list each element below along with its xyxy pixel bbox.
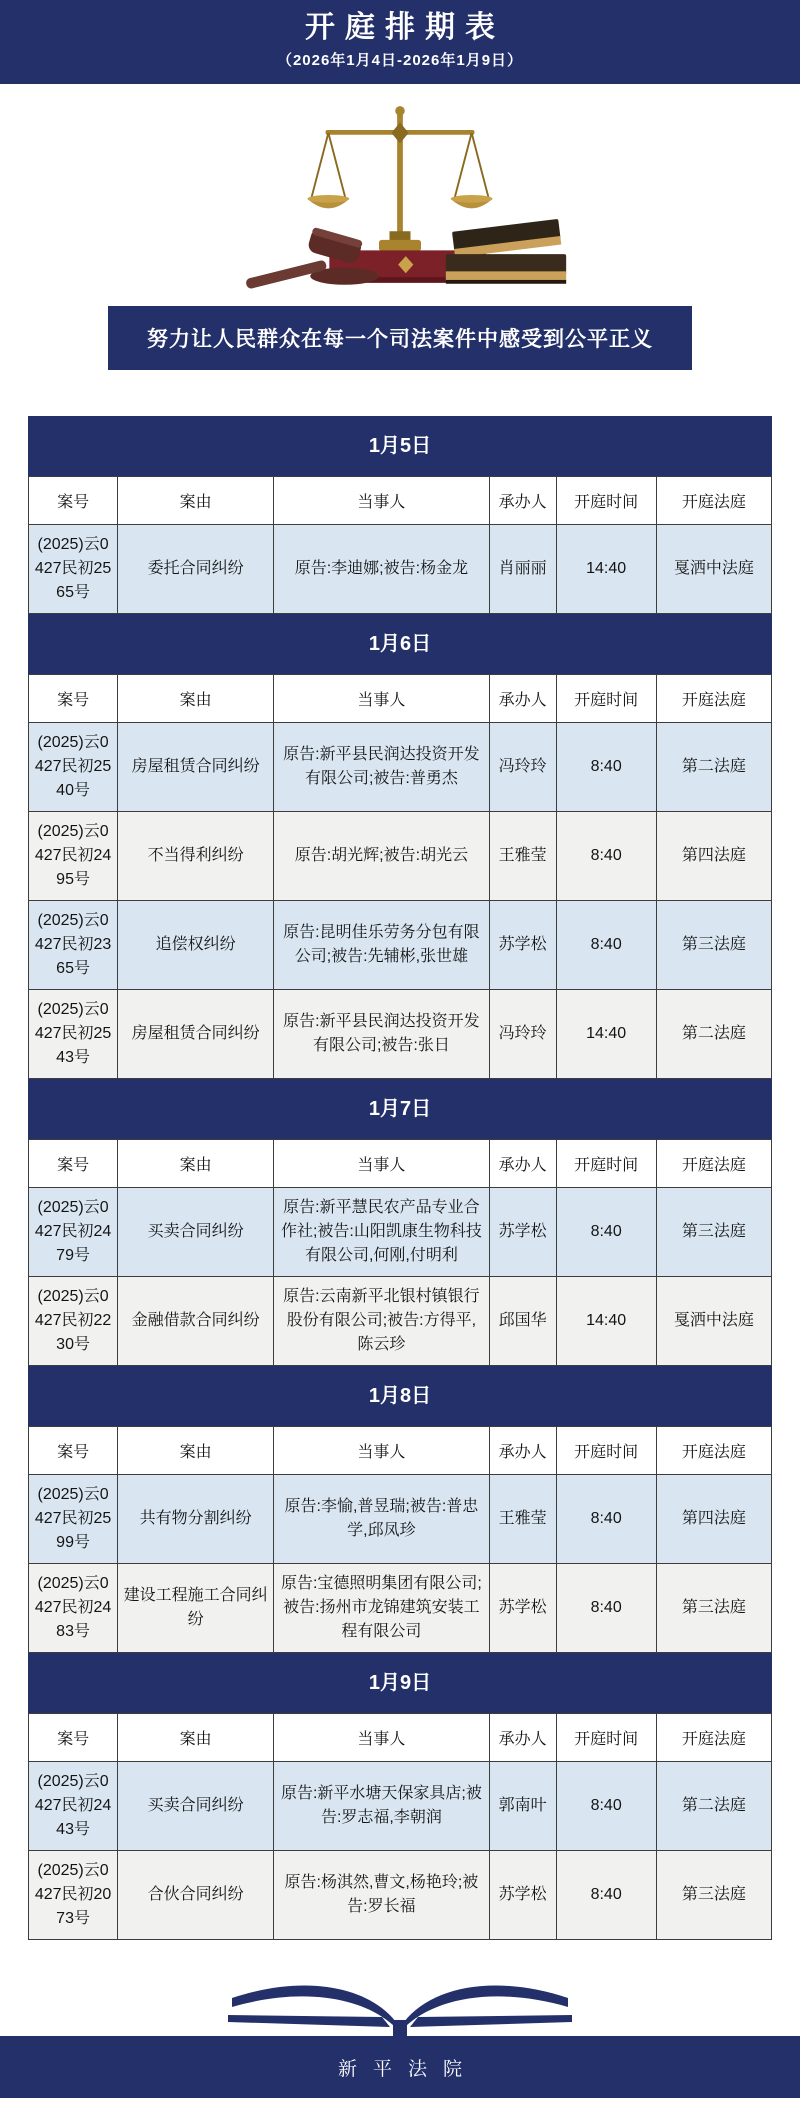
column-header: 承办人 (489, 477, 556, 525)
case-number-cell: (2025)云0427民初2230号 (29, 1277, 118, 1366)
table-row (29, 812, 772, 901)
cause-cell: 房屋租赁合同纠纷 (118, 723, 274, 812)
column-header: 开庭法庭 (656, 1714, 771, 1762)
court-cell: 第二法庭 (656, 1762, 771, 1851)
case-number-cell: (2025)云0427民初2540号 (29, 723, 118, 812)
court-cell: 戛洒中法庭 (656, 1277, 771, 1366)
column-header: 承办人 (489, 1140, 556, 1188)
court-cell: 第三法庭 (656, 901, 771, 990)
table-row (29, 1277, 772, 1366)
case-number-cell: (2025)云0427民初2479号 (29, 1188, 118, 1277)
parties-cell: 原告:昆明佳乐劳务分包有限公司;被告:先辅彬,张世雄 (274, 901, 489, 990)
column-header: 开庭法庭 (656, 675, 771, 723)
cause-cell: 合伙合同纠纷 (118, 1851, 274, 1940)
cause-cell: 买卖合同纠纷 (118, 1762, 274, 1851)
judge-cell: 苏学松 (489, 1188, 556, 1277)
page-title: 开庭排期表 (305, 11, 505, 44)
table-row (29, 1475, 772, 1564)
judge-cell: 肖丽丽 (489, 525, 556, 614)
schedule-table (28, 674, 772, 1079)
court-cell: 第二法庭 (656, 990, 771, 1079)
judge-cell: 王雅莹 (489, 812, 556, 901)
time-cell: 14:40 (556, 990, 656, 1079)
case-number-cell: (2025)云0427民初2483号 (29, 1564, 118, 1653)
column-header: 承办人 (489, 1427, 556, 1475)
judge-cell: 苏学松 (489, 901, 556, 990)
parties-cell: 原告:新平水塘天保家具店;被告:罗志福,李朝润 (274, 1762, 489, 1851)
column-header: 开庭法庭 (656, 477, 771, 525)
time-cell: 8:40 (556, 1762, 656, 1851)
column-header: 开庭时间 (556, 1714, 656, 1762)
case-number-cell: (2025)云0427民初2543号 (29, 990, 118, 1079)
date-header: 1月7日 (28, 1079, 772, 1139)
judge-cell: 郭南叶 (489, 1762, 556, 1851)
case-number-cell: (2025)云0427民初2443号 (29, 1762, 118, 1851)
header-row (29, 1714, 772, 1762)
case-number-cell: (2025)云0427民初2495号 (29, 812, 118, 901)
court-cell: 第二法庭 (656, 723, 771, 812)
judge-cell: 苏学松 (489, 1851, 556, 1940)
cause-cell: 委托合同纠纷 (118, 525, 274, 614)
open-book-icon (0, 1966, 800, 2036)
cause-cell: 共有物分割纠纷 (118, 1475, 274, 1564)
date-header: 1月8日 (28, 1366, 772, 1426)
time-cell: 8:40 (556, 1564, 656, 1653)
day-section-jan5 (28, 416, 772, 614)
case-number-cell: (2025)云0427民初2599号 (29, 1475, 118, 1564)
column-header: 当事人 (274, 1140, 489, 1188)
justice-illustration (0, 84, 800, 304)
header-banner (0, 0, 800, 84)
schedule-table (28, 1713, 772, 1940)
parties-cell: 原告:新平县民润达投资开发有限公司;被告:普勇杰 (274, 723, 489, 812)
parties-cell: 原告:李迪娜;被告:杨金龙 (274, 525, 489, 614)
table-row (29, 901, 772, 990)
column-header: 开庭时间 (556, 477, 656, 525)
date-header: 1月6日 (28, 614, 772, 674)
cause-cell: 建设工程施工合同纠纷 (118, 1564, 274, 1653)
header-row (29, 675, 772, 723)
column-header: 案由 (118, 1714, 274, 1762)
column-header: 案号 (29, 675, 118, 723)
column-header: 承办人 (489, 1714, 556, 1762)
schedule-table (28, 1139, 772, 1366)
parties-cell: 原告:新平县民润达投资开发有限公司;被告:张日 (274, 990, 489, 1079)
scales-of-justice-icon (210, 88, 590, 300)
date-header: 1月5日 (28, 416, 772, 476)
time-cell: 8:40 (556, 901, 656, 990)
parties-cell: 原告:胡光辉;被告:胡光云 (274, 812, 489, 901)
case-number-cell: (2025)云0427民初2565号 (29, 525, 118, 614)
cause-cell: 买卖合同纠纷 (118, 1188, 274, 1277)
case-number-cell: (2025)云0427民初2073号 (29, 1851, 118, 1940)
parties-cell: 原告:宝德照明集团有限公司;被告:扬州市龙锦建筑安装工程有限公司 (274, 1564, 489, 1653)
parties-cell: 原告:杨淇然,曹文,杨艳玲;被告:罗长福 (274, 1851, 489, 1940)
table-row (29, 1188, 772, 1277)
footer (0, 1966, 800, 2098)
time-cell: 8:40 (556, 1475, 656, 1564)
day-section-jan8 (28, 1366, 772, 1653)
header-row (29, 477, 772, 525)
judge-cell: 冯玲玲 (489, 723, 556, 812)
time-cell: 8:40 (556, 1851, 656, 1940)
schedule-tables (28, 416, 772, 1940)
slogan-text: 努力让人民群众在每一个司法案件中感受到公平正义 (147, 328, 653, 351)
table-row (29, 723, 772, 812)
column-header: 当事人 (274, 675, 489, 723)
day-section-jan9 (28, 1653, 772, 1940)
parties-cell: 原告:新平慧民农产品专业合作社;被告:山阳凯康生物科技有限公司,何刚,付明利 (274, 1188, 489, 1277)
date-header: 1月9日 (28, 1653, 772, 1713)
table-row (29, 1564, 772, 1653)
cause-cell: 金融借款合同纠纷 (118, 1277, 274, 1366)
schedule-table (28, 1426, 772, 1653)
table-row (29, 1851, 772, 1940)
case-number-cell: (2025)云0427民初2365号 (29, 901, 118, 990)
time-cell: 14:40 (556, 525, 656, 614)
date-range: （2026年1月4日-2026年1月9日） (276, 52, 524, 69)
cause-cell: 追偿权纠纷 (118, 901, 274, 990)
cause-cell: 房屋租赁合同纠纷 (118, 990, 274, 1079)
time-cell: 8:40 (556, 723, 656, 812)
column-header: 案号 (29, 1714, 118, 1762)
column-header: 当事人 (274, 1427, 489, 1475)
judge-cell: 苏学松 (489, 1564, 556, 1653)
column-header: 承办人 (489, 675, 556, 723)
court-cell: 第三法庭 (656, 1851, 771, 1940)
slogan-banner (108, 306, 692, 370)
column-header: 案由 (118, 1427, 274, 1475)
column-header: 开庭时间 (556, 675, 656, 723)
court-cell: 第三法庭 (656, 1188, 771, 1277)
column-header: 案号 (29, 1427, 118, 1475)
time-cell: 8:40 (556, 1188, 656, 1277)
column-header: 当事人 (274, 1714, 489, 1762)
schedule-table (28, 476, 772, 614)
judge-cell: 王雅莹 (489, 1475, 556, 1564)
day-section-jan6 (28, 614, 772, 1079)
cause-cell: 不当得利纠纷 (118, 812, 274, 901)
header-row (29, 1140, 772, 1188)
table-row (29, 525, 772, 614)
court-name: 新平法院 (337, 2058, 478, 2080)
parties-cell: 原告:云南新平北银村镇银行股份有限公司;被告:方得平,陈云珍 (274, 1277, 489, 1366)
judge-cell: 冯玲玲 (489, 990, 556, 1079)
day-section-jan7 (28, 1079, 772, 1366)
footer-bar (0, 2036, 800, 2098)
header-row (29, 1427, 772, 1475)
judge-cell: 邱国华 (489, 1277, 556, 1366)
column-header: 当事人 (274, 477, 489, 525)
column-header: 开庭法庭 (656, 1427, 771, 1475)
court-cell: 第四法庭 (656, 812, 771, 901)
time-cell: 14:40 (556, 1277, 656, 1366)
column-header: 开庭时间 (556, 1427, 656, 1475)
column-header: 开庭时间 (556, 1140, 656, 1188)
column-header: 案由 (118, 477, 274, 525)
time-cell: 8:40 (556, 812, 656, 901)
court-cell: 第三法庭 (656, 1564, 771, 1653)
column-header: 案号 (29, 477, 118, 525)
court-cell: 第四法庭 (656, 1475, 771, 1564)
column-header: 案由 (118, 675, 274, 723)
column-header: 案由 (118, 1140, 274, 1188)
table-row (29, 1762, 772, 1851)
parties-cell: 原告:李愉,普昱瑞;被告:普忠学,邱凤珍 (274, 1475, 489, 1564)
table-row (29, 990, 772, 1079)
column-header: 案号 (29, 1140, 118, 1188)
court-cell: 戛洒中法庭 (656, 525, 771, 614)
column-header: 开庭法庭 (656, 1140, 771, 1188)
